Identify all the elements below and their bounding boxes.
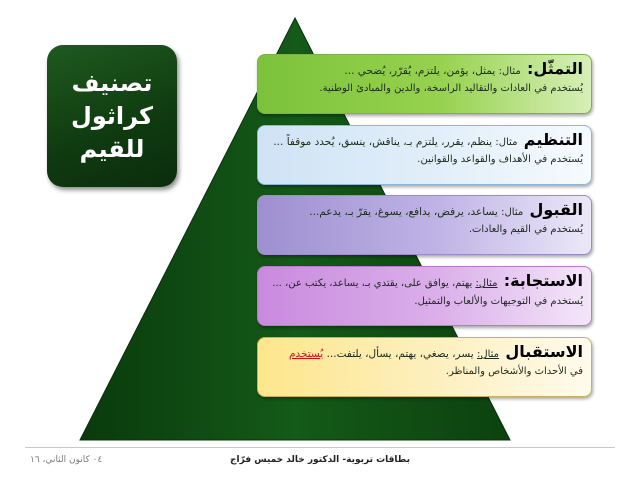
example-label: مثال: xyxy=(475,278,498,289)
level-heading: التنظيم xyxy=(523,130,583,149)
usage-text: يُستخدم في الأهداف والقواعد والقوانين. xyxy=(417,154,583,165)
example-label: مثال: xyxy=(476,349,500,360)
example-text: يمثل، يؤمن، يلتزم، يُقرّر، يُضحي ... xyxy=(344,65,496,77)
title-line-1: تصنيف xyxy=(71,68,153,97)
usage-keyword: يُستخدم xyxy=(288,348,324,360)
example-text: ينظم، يقرر، يلتزم بـ، يناقش، ينسق، يُحدد موقفاً ... xyxy=(273,136,493,148)
level-heading: القبول xyxy=(529,200,583,219)
example-text: يسر، يصغي، يهتم، يسأل، يلتفت... xyxy=(326,348,474,360)
example-label: مثال: xyxy=(501,207,524,218)
usage-text: في الأحداث والأشخاص والمناظر. xyxy=(445,366,583,377)
example-label: مثال: xyxy=(495,137,518,148)
level-card-organization xyxy=(257,125,592,185)
level-card-valuing xyxy=(257,54,592,114)
usage-text: يُستخدم في العادات والتقاليد الراسخة، والدين والمبادئ الوطنية. xyxy=(319,83,583,94)
example-text: يهتم، يوافق على، يقتدي بـ، يساعد، يكتب عن، ... يُستخدم في التوجيهات والألعاب والتمثيل. xyxy=(272,278,583,307)
level-heading: التمثّل: xyxy=(527,59,583,78)
level-card-acceptance xyxy=(257,195,592,255)
level-heading: الاستجابة: xyxy=(503,271,583,290)
footer-divider xyxy=(25,447,615,448)
title-line-3: للقيم xyxy=(79,134,145,163)
level-card-responding xyxy=(257,266,592,326)
level-heading: الاستقبال xyxy=(505,342,583,361)
level-card-receiving xyxy=(257,337,592,397)
footer-date: ٠٤ كانون الثاني، ١٦ xyxy=(30,455,103,465)
example-text: يساعد، يرفض، يدافع، يسوغ، يقرّ بـ، يدعم... xyxy=(309,206,498,218)
example-label: مثال: xyxy=(498,66,521,77)
title-line-2: كراثول xyxy=(71,101,153,130)
title-box xyxy=(47,45,177,187)
footer-credit: بطاقات تربوية- الدكتور خالد خميس فرّاج xyxy=(230,455,410,465)
usage-text: يُستخدم في القيم والعادات. xyxy=(468,224,583,235)
